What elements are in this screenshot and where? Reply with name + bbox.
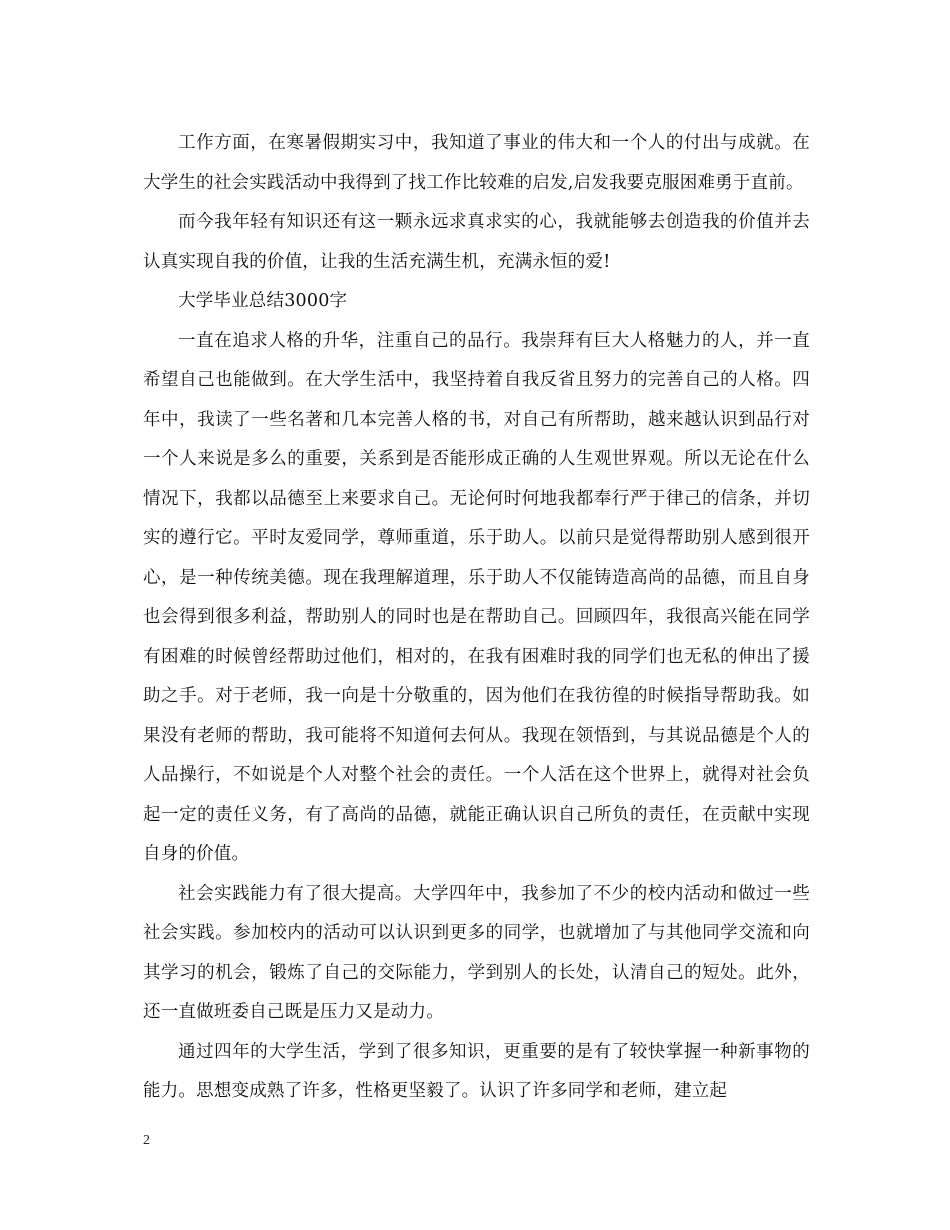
section-heading: 大学毕业总结3000字: [178, 291, 348, 311]
page-number: 2: [143, 1133, 150, 1148]
paragraph-self-value: 而今我年轻有知识还有这一颗永远求真求实的心，我就能够去创造我的价值并去认真实现自我的价值，让我的生活充满生机，充满永恒的爱!: [143, 212, 810, 272]
paragraph-university-life: 通过四年的大学生活，学到了很多知识，更重要的是有了较快掌握一种新事物的能力。思想变成熟了许多，性格更坚毅了。认识了许多同学和老师，建立起: [143, 1041, 810, 1101]
document-body: [143, 124, 810, 1112]
paragraph-work-experience: 工作方面，在寒暑假期实习中，我知道了事业的伟大和一个人的付出与成就。在大学生的社会实践活动中我得到了找工作比较难的启发,启发我要克服困难勇于直前。: [143, 133, 810, 193]
paragraph-social-practice: 社会实践能力有了很大提高。大学四年中，我参加了不少的校内活动和做过一些社会实践。参加校内的活动可以认识到更多的同学，也就增加了与其他同学交流和向其学习的机会，锻炼了自己的交际能力，学到别人的长处，认清自己的短处。此外，还一直做班委自己既是压力又是动力。: [143, 883, 810, 1022]
paragraph-character: 一直在追求人格的升华，注重自己的品行。我崇拜有巨大人格魅力的人，并一直希望自己也能做到。在大学生活中，我坚持着自我反省且努力的完善自己的人格。四年中，我读了一些名著和几本完善人格的书，对自己有所帮助，越来越认识到品行对一个人来说是多么的重要，关系到是否能形成正确的人生观世界观。所以无论在什么情况下，我都以品德至上来要求自己。无论何时何地我都奉行严于律己的信条，并切实的遵行它。平时友爱同学，尊师重道，乐于助人。以前只是觉得帮助别人感到很开心，是一种传统美德。现在我理解道理，乐于助人不仅能铸造高尚的品德，而且自身也会得到很多利益，帮助别人的同时也是在帮助自己。回顾四年，我很高兴能在同学有困难的时候曾经帮助过他们，相对的，在我有困难时我的同学们也无私的伸出了援助之手。对于老师，我一向是十分敬重的，因为他们在我彷徨的时候指导帮助我。如果没有老师的帮助，我可能将不知道何去何从。我现在领悟到，与其说品德是个人的人品操行，不如说是个人对整个社会的责任。一个人活在这个世界上，就得对社会负起一定的责任义务，有了高尚的品德，就能正确认识自己所负的责任，在贡献中实现自身的价值。: [143, 330, 810, 864]
